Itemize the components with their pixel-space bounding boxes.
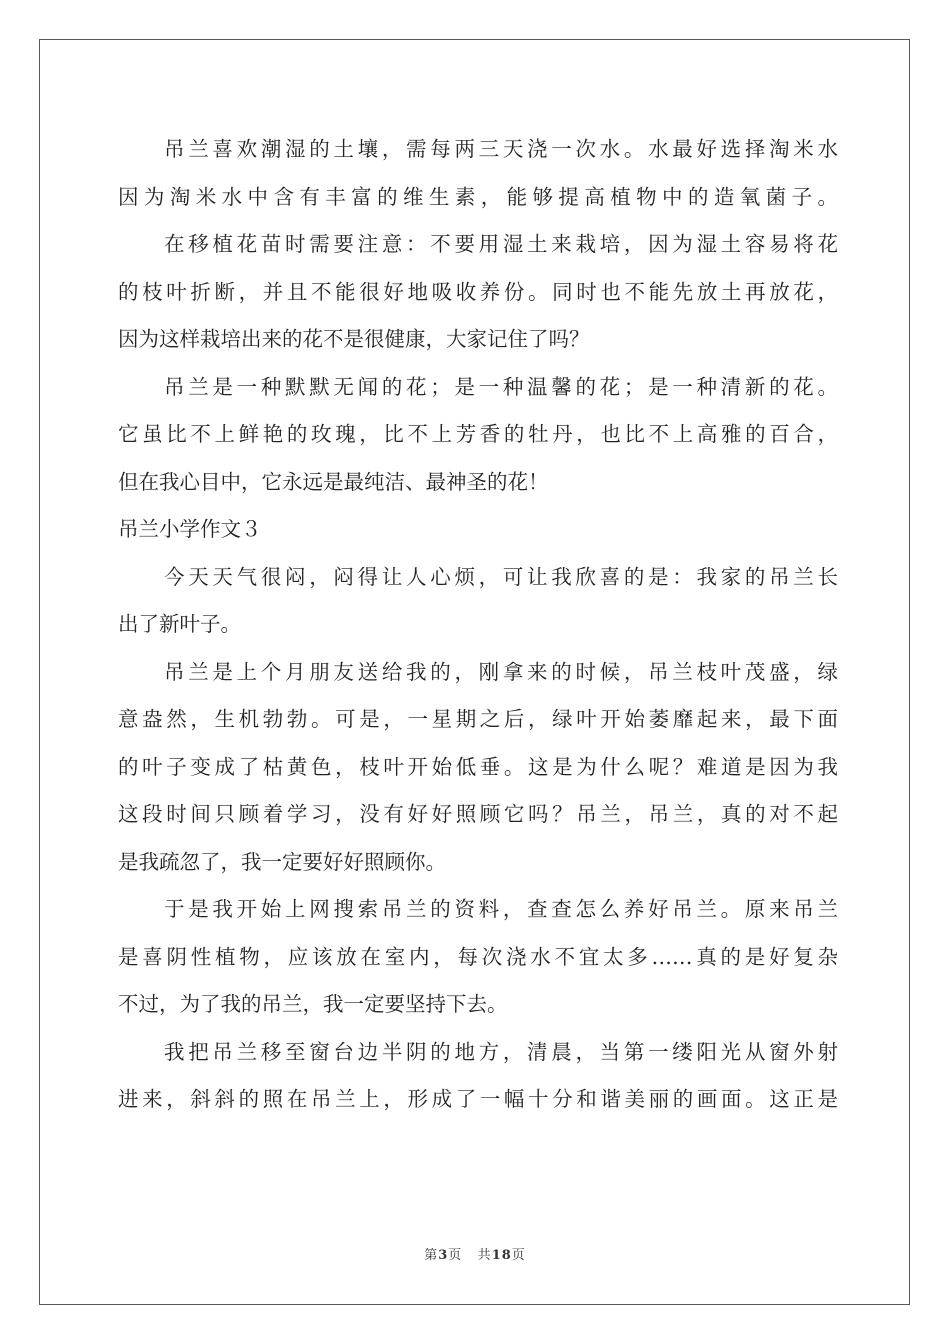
text-line: 吊兰是一种默默无闻的花；是一种温馨的花；是一种清新的花。: [164, 374, 838, 399]
text-line: 这段时间只顾着学习，没有好好照顾它吗？吊兰，吊兰，真的对不起: [118, 802, 838, 826]
total-suffix: 页: [511, 1248, 526, 1263]
text-line: 在移植花苗时需要注意：不要用湿土来栽培，因为湿土容易将花: [164, 232, 838, 256]
total-pages: 18: [491, 1248, 512, 1263]
text-line: 因为淘米水中含有丰富的维生素，能够提高植物中的造氧菌子。: [118, 184, 838, 209]
text-line: 是喜阴性植物，应该放在室内，每次浇水不宜太多……真的是好复杂: [118, 944, 838, 969]
text-line: 但在我心目中，它永远是最纯洁、最神圣的花！: [118, 469, 549, 494]
text-line: 出了新叶子。: [118, 612, 241, 636]
text-line: 因为这样栽培出来的花不是很健康，大家记住了吗？: [118, 327, 590, 351]
text-line: 今天天气很闷，闷得让人心烦，可让我欣喜的是：我家的吊兰长: [164, 564, 838, 589]
text-line: 进来，斜斜的照在吊兰上，形成了一幅十分和谐美丽的画面。这正是: [118, 1087, 838, 1111]
text-line: 我把吊兰移至窗台边半阴的地方，清晨，当第一缕阳光从窗外射: [164, 1039, 838, 1064]
text-line: 吊兰是上个月朋友送给我的，刚拿来的时候，吊兰枝叶茂盛，绿: [164, 659, 838, 684]
text-line: 不过，为了我的吊兰，我一定要坚持下去。: [118, 992, 508, 1016]
page-suffix: 页: [448, 1248, 463, 1263]
text-line: 吊兰喜欢潮湿的土壤，需每两三天浇一次水。水最好选择淘米水: [164, 137, 838, 161]
page-number: 3: [438, 1248, 449, 1263]
page-prefix: 第: [424, 1248, 439, 1263]
total-prefix: 共: [477, 1248, 492, 1263]
text-line: 是我疏忽了，我一定要好好照顾你。: [118, 849, 446, 874]
section-heading: 吊兰小学作文３: [118, 517, 262, 541]
page-footer: [0, 1244, 950, 1263]
document-body: [118, 126, 838, 1124]
text-line: 于是我开始上网搜索吊兰的资料，查查怎么养好吊兰。原来吊兰: [164, 897, 838, 921]
text-line: 的枝叶折断，并且不能很好地吸收养份。同时也不能先放土再放花，: [118, 279, 838, 304]
text-line: 意盎然，生机勃勃。可是，一星期之后，绿叶开始萎靡起来，最下面: [118, 707, 838, 731]
text-line: 的叶子变成了枯黄色，枝叶开始低垂。这是为什么呢？难道是因为我: [118, 754, 838, 779]
text-line: 它虽比不上鲜艳的玫瑰，比不上芳香的牡丹，也比不上高雅的百合，: [118, 422, 838, 446]
